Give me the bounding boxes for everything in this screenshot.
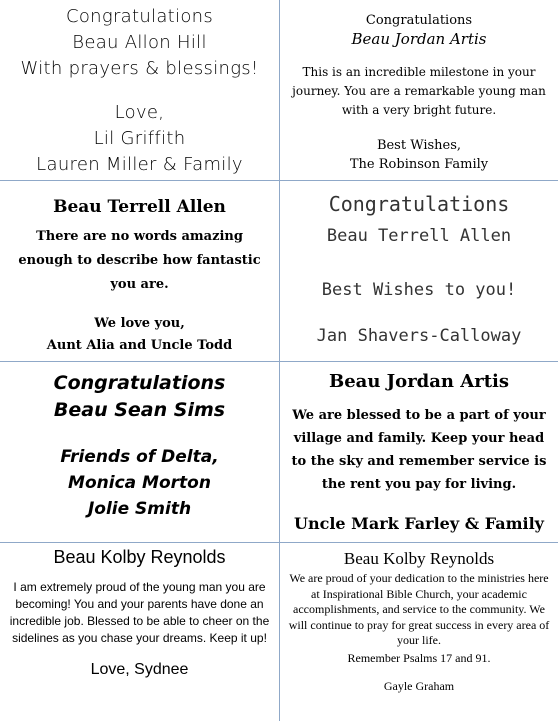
- card-signature: Jolie Smith: [87, 499, 192, 519]
- card-signature: Love, Sydnee: [90, 661, 189, 678]
- card-greeting: Congratulations: [328, 192, 510, 216]
- card-signature: Gayle Graham: [383, 679, 455, 693]
- card-name: Beau Kolby Reynolds: [343, 549, 495, 568]
- card-name: Beau Terrell Allen: [326, 226, 512, 246]
- card-message: We are proud of your dedication to the ministries here at Inspirational Bible Church, your academic accomplishments, and service to the community. We will continue to pray for great success in every area of your life.: [288, 571, 550, 647]
- card-closing: Friends of Delta,: [60, 447, 219, 467]
- card-signature: Aunt Alia and Uncle Todd: [46, 338, 233, 353]
- card-line: Congratulations: [65, 6, 214, 27]
- message-card-artis-farley: [280, 362, 558, 542]
- message-card-reynolds-graham: [280, 543, 558, 721]
- card-message: Best Wishes to you!: [321, 280, 517, 300]
- message-card-sims: [0, 362, 279, 542]
- card-message: This is an incredible milestone in your journey. You are a remarkable young man with a very bright future.: [292, 65, 546, 117]
- card-signature: Jan Shavers-Calloway: [316, 326, 522, 346]
- message-card-hill: [0, 0, 279, 180]
- card-message: I am extremely proud of the young man you are becoming! You and your parents have done an incredible job. Blessed to be able to cheer on the sidelines as you chase your dreams. Keep it up!: [9, 580, 270, 645]
- message-card-artis-robinson: [280, 0, 558, 180]
- message-card-allen-aunt: [0, 181, 279, 361]
- card-name: Beau Sean Sims: [53, 399, 226, 421]
- card-signature: Uncle Mark Farley & Family: [294, 514, 544, 533]
- message-card-allen-calloway: [280, 181, 558, 361]
- card-signature: Lauren Miller & Family: [36, 154, 243, 175]
- card-line: With prayers & blessings!: [20, 58, 259, 79]
- card-name: Beau Jordan Artis: [328, 371, 510, 392]
- card-message: We are blessed to be a part of your village and family. Keep your head to the sky and remember service is the rent you pay for living.: [291, 408, 547, 492]
- card-signature: Monica Morton: [68, 473, 211, 493]
- card-signature: The Robinson Family: [349, 157, 489, 172]
- card-greeting: Congratulations: [53, 372, 226, 394]
- card-name: Beau Terrell Allen: [53, 197, 226, 217]
- card-name: Beau Jordan Artis: [351, 30, 487, 48]
- card-greeting: Congratulations: [365, 13, 473, 28]
- card-name: Beau Allon Hill: [72, 32, 207, 53]
- card-signature: Lil Griffith: [93, 128, 186, 149]
- card-name: Beau Kolby Reynolds: [53, 547, 226, 567]
- card-closing: We love you,: [94, 316, 185, 331]
- card-scripture: Remember Psalms 17 and 91.: [347, 650, 491, 665]
- message-card-reynolds-sydnee: [0, 543, 279, 721]
- card-message: There are no words amazing enough to describe how fantastic you are.: [18, 229, 261, 292]
- card-closing: Best Wishes,: [376, 138, 462, 153]
- card-closing: Love,: [114, 102, 165, 123]
